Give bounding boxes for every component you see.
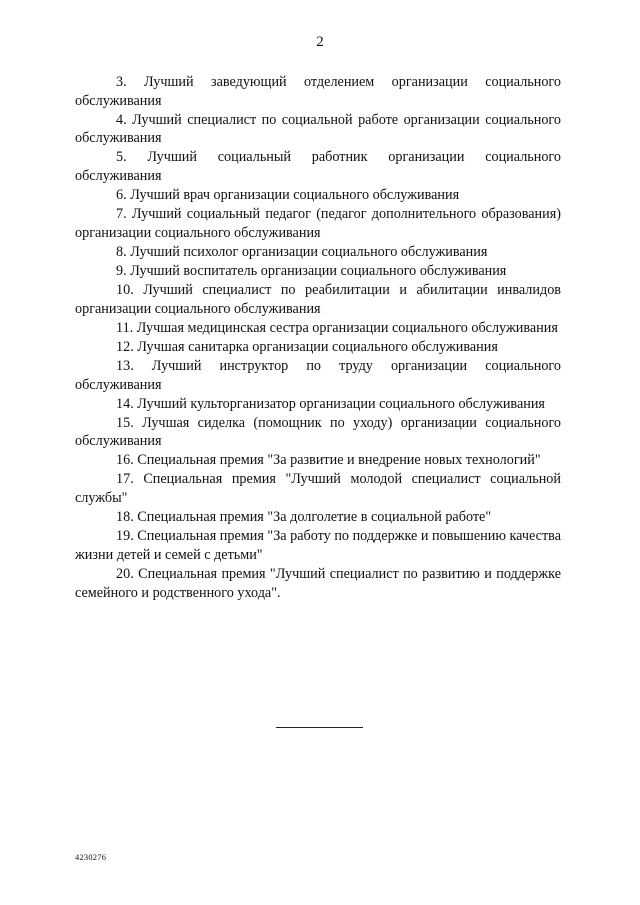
list-item: 18. Специальная премия "За долголетие в социальной работе"	[116, 509, 492, 526]
document-code: 4230276	[75, 852, 107, 862]
list-item: 14. Лучший культорганизатор организации социального обслуживания	[116, 395, 545, 412]
list-item: 9. Лучший воспитатель организации социального обслуживания	[116, 262, 507, 279]
list-item: 8. Лучший психолог организации социального обслуживания	[116, 243, 488, 260]
document-body	[75, 73, 561, 602]
list-item: 20. Специальная премия "Лучший специалист по развитию и поддержке семейного и родственного ухода".	[75, 565, 561, 601]
list-item: 5. Лучший социальный работник организации социального обслуживания	[75, 149, 561, 184]
list-item: 7. Лучший социальный педагог (педагог дополнительного образования) организации социального обслуживания	[75, 206, 561, 241]
list-item: 12. Лучшая санитарка организации социального обслуживания	[116, 338, 498, 355]
list-item: 4. Лучший специалист по социальной работе организации социального обслуживания	[75, 111, 561, 147]
list-item: 19. Специальная премия "За работу по поддержке и повышению качества жизни детей и семей с детьми"	[75, 528, 561, 563]
list-item: 6. Лучший врач организации социального обслуживания	[116, 187, 460, 204]
list-item: 17. Специальная премия "Лучший молодой специалист социальной службы"	[75, 471, 561, 507]
list-item: 3. Лучший заведующий отделением организации социального обслуживания	[75, 74, 561, 109]
end-divider	[276, 727, 363, 728]
list-item: 13. Лучший инструктор по труду организации социального обслуживания	[75, 357, 561, 393]
list-item: 10. Лучший специалист по реабилитации и абилитации инвалидов организации социального обслуживания	[75, 282, 561, 317]
list-item: 15. Лучшая сиделка (помощник по уходу) организации социального обслуживания	[75, 414, 561, 450]
list-item: 11. Лучшая медицинская сестра организации социального обслуживания	[116, 319, 558, 336]
page-number: 2	[316, 34, 324, 50]
list-item: 16. Специальная премия "За развитие и внедрение новых технологий"	[116, 452, 541, 469]
